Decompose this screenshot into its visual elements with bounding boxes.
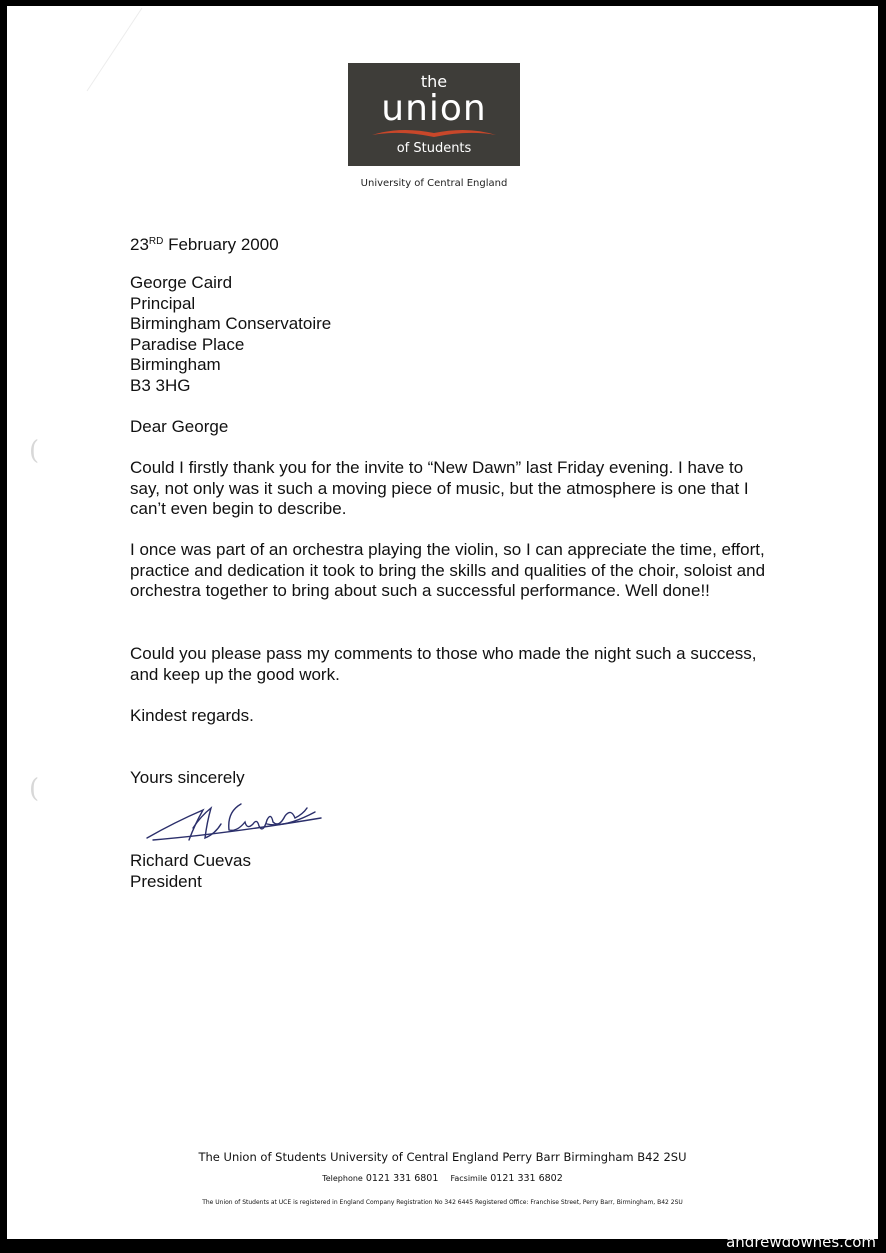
footer-registration: The Union of Students at UCE is registered in England Company Registration No 342 6445 Registered Office: Franchise Street, Perry Barr, Birmingham, B42 2SU [202,1199,683,1206]
hole-punch-mark: ( [29,774,40,804]
recipient-postcode: B3 3HG [130,375,191,395]
footer-contacts [7,1173,878,1184]
facsimile-number: 0121 331 6802 [490,1173,563,1184]
university-name: University of Central England [360,178,508,189]
letter-page [7,6,878,1239]
logo-union-text: union [381,88,487,129]
letter-date [130,232,770,256]
recipient-street: Paradise Place [130,334,245,354]
signer-title: President [130,871,202,891]
recipient-role: Principal [130,293,196,313]
facsimile-label: Facsimile [450,1174,488,1183]
salutation: Dear George [130,417,229,436]
logo-the-text: the [420,72,448,91]
date-suffix: RD [148,236,164,247]
logo-swoosh [370,125,498,139]
telephone-number: 0121 331 6801 [365,1173,439,1184]
footer-address: The Union of Students University of Central England Perry Barr Birmingham B42 2SU [198,1150,687,1164]
signature-block [130,851,770,892]
kindest-regards: Kindest regards. [130,706,254,725]
paragraph: Could I firstly thank you for the invite to “New Dawn” last Friday evening. I have to say, not only was it such a moving piece of music, but the atmosphere is one that I can’t even begin to describe. [130,458,749,518]
watermark-text: andrewdownes.com [726,1233,876,1251]
telephone-label: Telephone [322,1174,363,1183]
signer-name: Richard Cuevas [130,851,251,870]
union-logo [348,63,520,166]
closing: Yours sincerely [130,768,245,787]
logo-students-text: of Students [396,141,472,156]
recipient-address [130,273,770,396]
recipient-org: Birmingham Conservatoire [130,314,332,333]
paragraph: I once was part of an orchestra playing the violin, so I can appreciate the time, effort, practice and dedication it took to bring the skills and qualities of the choir, soloist and orchestra together to bring about such a successful performance. Well done!! [130,540,766,600]
date-rest: February 2000 [163,235,279,254]
recipient-name: George Caird [130,273,233,292]
handwritten-signature [145,794,325,854]
scan-crease-line [7,6,147,96]
hole-punch-mark: ( [29,436,40,466]
paragraph: Could you please pass my comments to those who made the night such a success, and keep up the good work. [130,644,757,684]
date-day: 23 [130,235,149,254]
recipient-city: Birmingham [130,355,221,374]
